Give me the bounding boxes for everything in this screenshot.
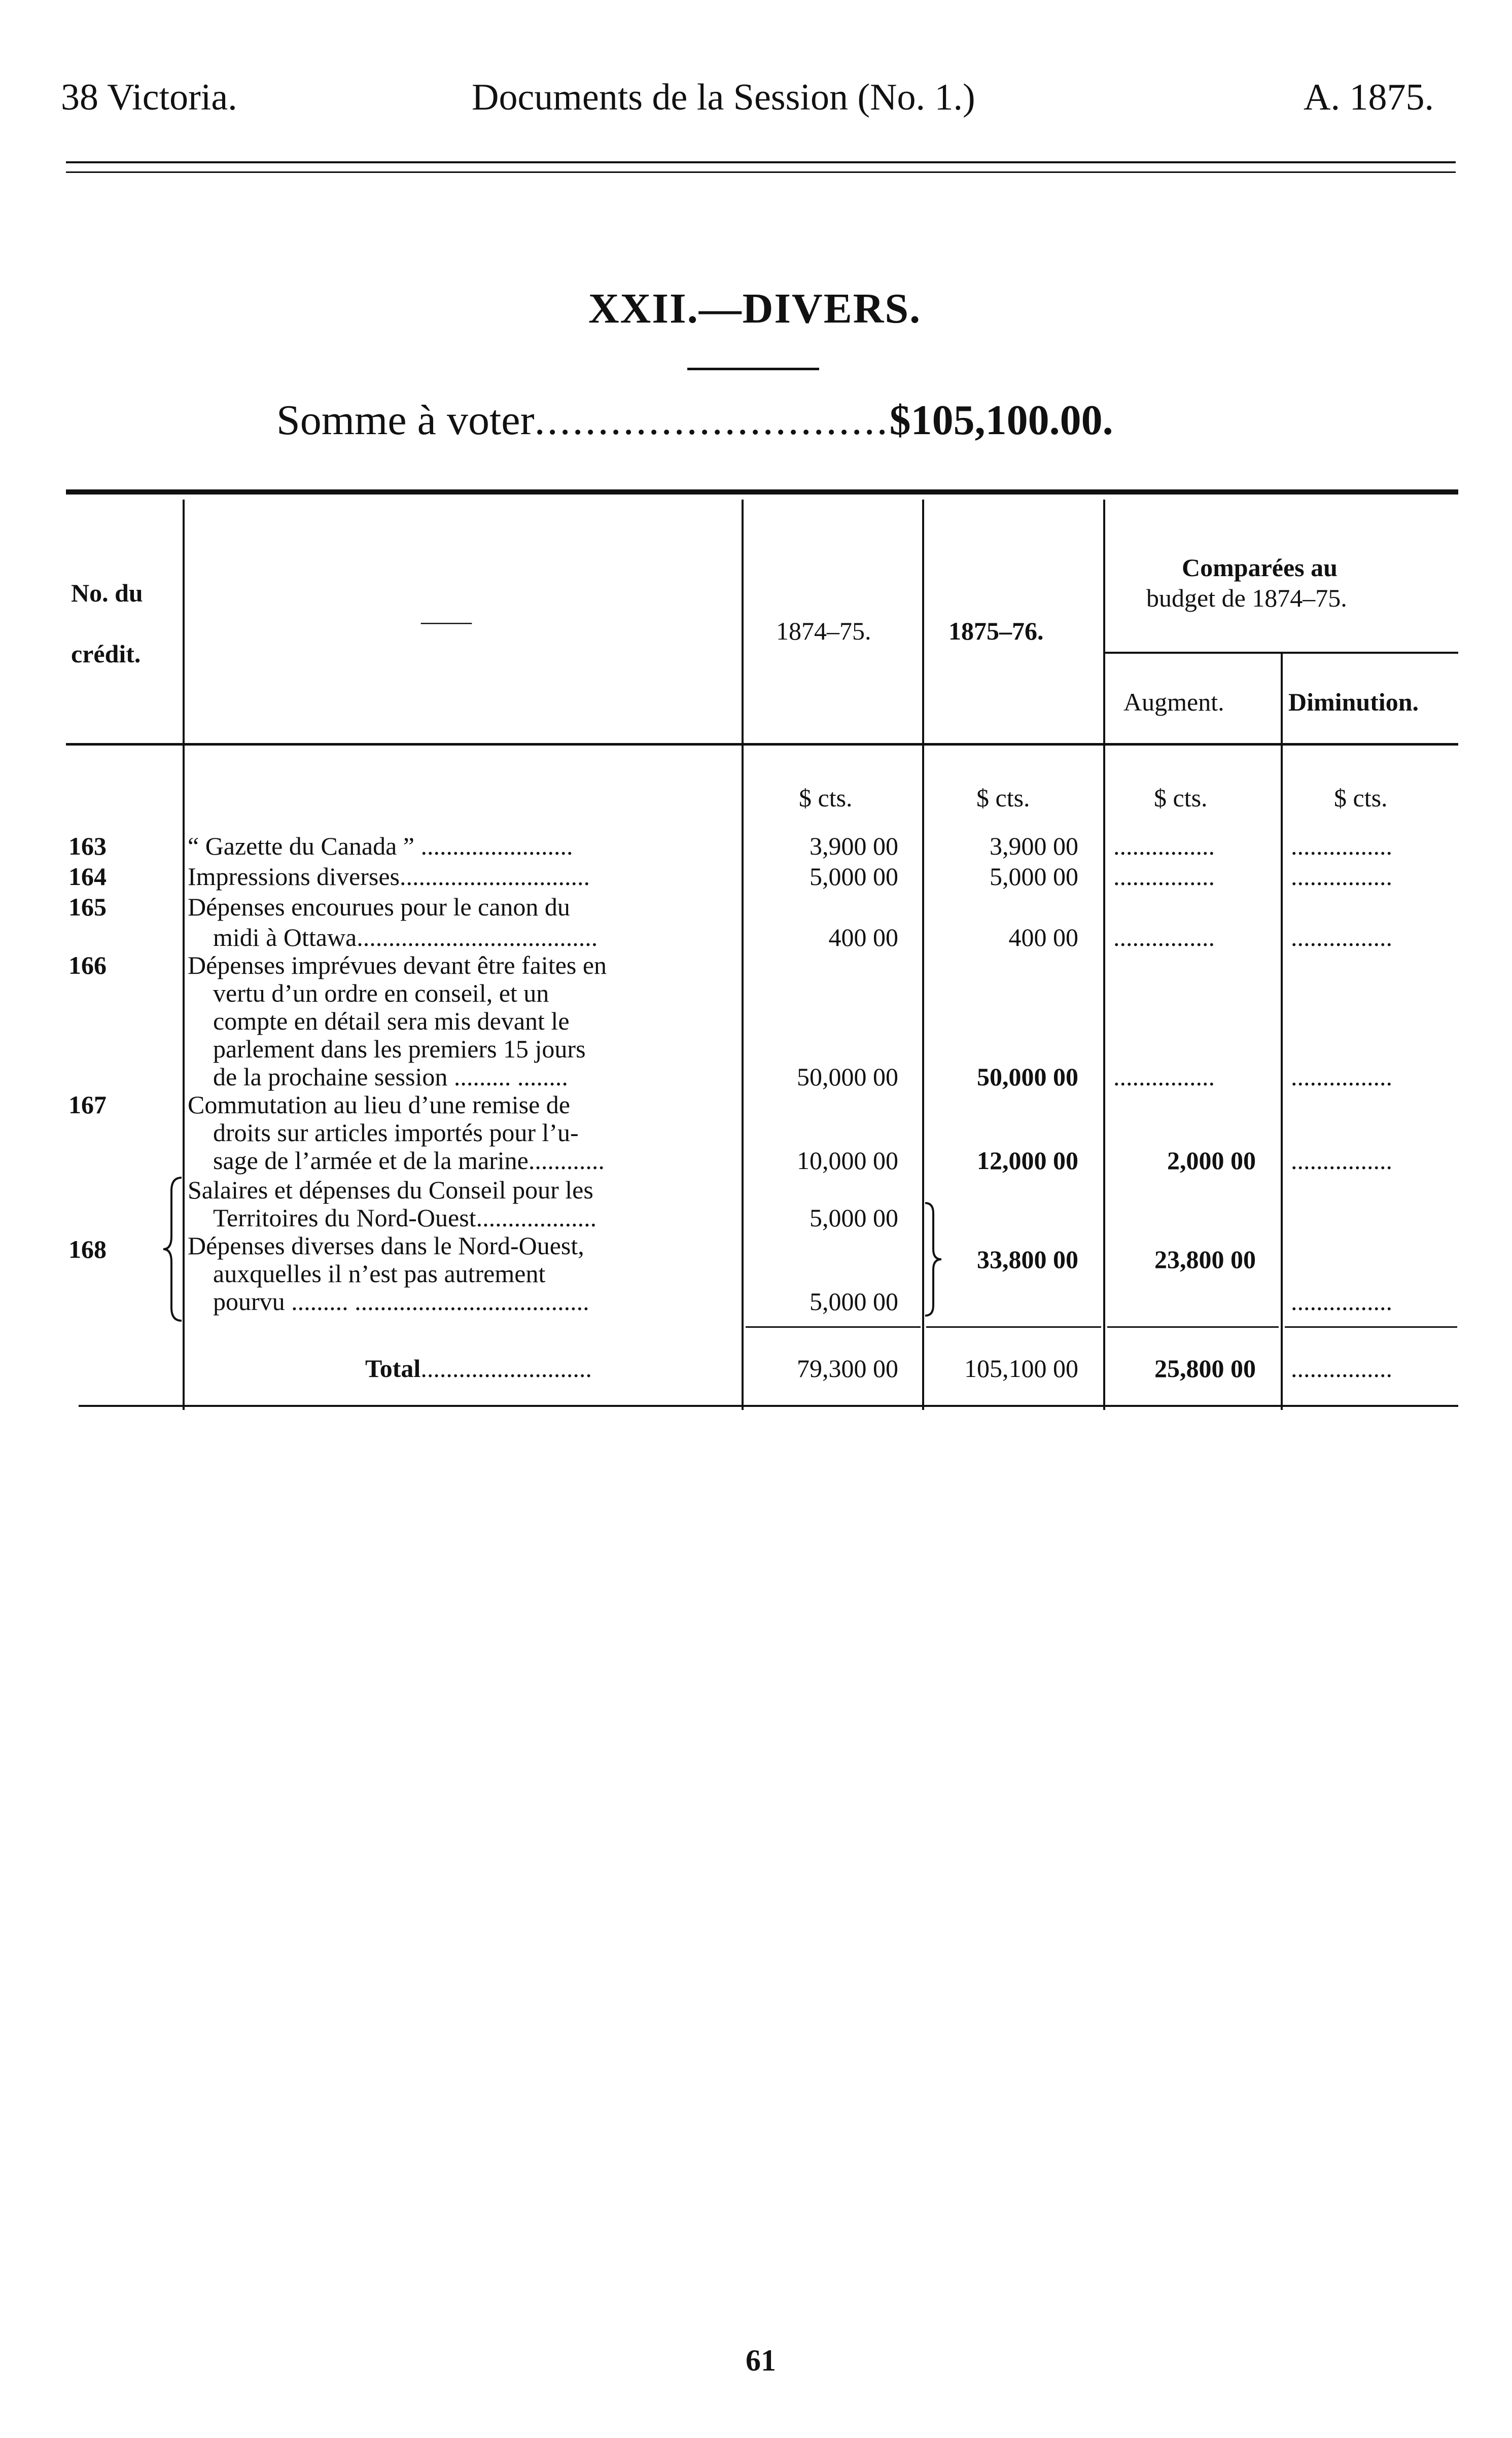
col-diminution: Diminution. — [1288, 688, 1419, 716]
row-167-no: 167 — [68, 1090, 107, 1119]
row-163-dim: ................ — [1291, 832, 1392, 860]
vrule-aug — [1103, 500, 1105, 1410]
col-desc-dash: —— — [421, 607, 472, 635]
row-164-y1: 5,000 00 — [810, 862, 898, 891]
section-title: XXII.—DIVERS. — [588, 285, 922, 332]
row-166-no: 166 — [68, 951, 107, 979]
units-aug: $ cts. — [1154, 784, 1208, 812]
row-166-desc-2: vertu d’un ordre en conseil, et un — [213, 979, 549, 1007]
row-168-dim: ................ — [1291, 1287, 1392, 1316]
compare-line1: Comparées au — [1182, 553, 1338, 582]
page-number: 61 — [746, 2344, 776, 2377]
row-165-no: 165 — [68, 893, 107, 921]
row-163-no: 163 — [68, 832, 107, 860]
row-166-y2: 50,000 00 — [977, 1063, 1078, 1091]
header-right: A. 1875. — [1304, 77, 1434, 118]
col-no-line1: No. du — [71, 579, 143, 607]
col-y2: 1875–76. — [948, 617, 1044, 645]
row-166-desc-3: compte en détail sera mis devant le — [213, 1007, 570, 1035]
row-167-dim: ................ — [1291, 1146, 1392, 1175]
row-168b-desc-2: auxquelles il n’est pas autrement — [213, 1259, 546, 1288]
row-168b-desc-1: Dépenses diverses dans le Nord-Ouest, — [188, 1231, 584, 1260]
row-166-desc-4: parlement dans les premiers 15 jours — [213, 1035, 586, 1063]
row-165-dim: ................ — [1291, 923, 1392, 951]
somme-value: $105,100.00. — [889, 397, 1113, 444]
units-dim: $ cts. — [1334, 784, 1388, 812]
vrule-y1 — [742, 500, 744, 1410]
table-header-rule — [66, 743, 1458, 746]
row-163-y2: 3,900 00 — [990, 832, 1078, 860]
row-166-dim: ................ — [1291, 1063, 1392, 1091]
vrule-dim — [1281, 652, 1283, 1410]
total-dim: ................ — [1291, 1354, 1392, 1383]
row-164-dim: ................ — [1291, 862, 1392, 891]
row-164-aug: ................ — [1113, 862, 1215, 891]
row-168-right-brace — [923, 1201, 943, 1318]
row-164-y2: 5,000 00 — [990, 862, 1078, 891]
row-168a-y1: 5,000 00 — [810, 1204, 898, 1232]
row-168a-desc-1: Salaires et dépenses du Conseil pour les — [188, 1176, 593, 1204]
row-168a-desc-2: Territoires du Nord-Ouest................... — [213, 1204, 597, 1232]
row-168-no: 168 — [68, 1235, 107, 1263]
row-163-y1: 3,900 00 — [810, 832, 898, 860]
somme-dots: ............................ — [534, 397, 890, 444]
header-rule-2 — [66, 171, 1456, 173]
total-rule-aug — [1107, 1326, 1279, 1328]
row-167-desc-1: Commutation au lieu d’une remise de — [188, 1090, 570, 1119]
row-165-aug: ................ — [1113, 923, 1215, 951]
row-167-desc-2: droits sur articles importés pour l’u- — [213, 1118, 579, 1147]
col-no-line2: crédit. — [71, 640, 141, 668]
row-163-desc: “ Gazette du Canada ” ........................ — [188, 832, 573, 860]
total-rule-y1 — [746, 1326, 921, 1328]
compare-rule — [1103, 652, 1458, 654]
row-167-y2: 12,000 00 — [977, 1146, 1078, 1175]
row-168-left-brace — [161, 1176, 184, 1323]
row-166-y1: 50,000 00 — [797, 1063, 898, 1091]
row-164-no: 164 — [68, 862, 107, 891]
header-left: 38 Victoria. — [61, 77, 237, 118]
row-167-desc-3: sage de l’armée et de la marine............ — [213, 1146, 605, 1175]
header-center: Documents de la Session (No. 1.) — [472, 77, 975, 118]
units-y1: $ cts. — [799, 784, 853, 812]
compare-line2: budget de 1874–75. — [1146, 584, 1347, 612]
col-y1: 1874–75. — [776, 617, 871, 645]
col-augment: Augment. — [1123, 688, 1224, 716]
total-rule-y2 — [926, 1326, 1101, 1328]
row-165-desc-2: midi à Ottawa...................................... — [213, 923, 598, 951]
row-165-desc-1: Dépenses encourues pour le canon du — [188, 893, 570, 921]
row-168-y2: 33,800 00 — [977, 1245, 1078, 1274]
row-165-y2: 400 00 — [1008, 923, 1078, 951]
total-aug: 25,800 00 — [1154, 1354, 1256, 1383]
row-165-y1: 400 00 — [828, 923, 898, 951]
row-168b-desc-3: pourvu ......... ..................................... — [213, 1287, 589, 1316]
total-rule-dim — [1285, 1326, 1457, 1328]
row-164-desc: Impressions diverses.............................. — [188, 862, 590, 891]
row-167-y1: 10,000 00 — [797, 1146, 898, 1175]
total-y2: 105,100 00 — [964, 1354, 1078, 1383]
row-166-desc-1: Dépenses imprévues devant être faites en — [188, 951, 607, 979]
total-label-line — [365, 1354, 592, 1383]
table-bottom-rule — [79, 1405, 1458, 1407]
total-dots: ........................... — [420, 1354, 592, 1383]
header-rule-1 — [66, 161, 1456, 163]
row-168-aug: 23,800 00 — [1154, 1245, 1256, 1274]
total-y1: 79,300 00 — [797, 1354, 898, 1383]
units-y2: $ cts. — [976, 784, 1030, 812]
somme-line — [276, 396, 1113, 445]
row-166-desc-5: de la prochaine session ......... ........ — [213, 1063, 568, 1091]
table-top-rule — [66, 489, 1458, 494]
row-166-aug: ................ — [1113, 1063, 1215, 1091]
row-168b-y1: 5,000 00 — [810, 1287, 898, 1316]
row-167-aug: 2,000 00 — [1167, 1146, 1256, 1175]
somme-label: Somme à voter — [276, 397, 535, 444]
total-label: Total — [365, 1354, 421, 1383]
row-163-aug: ................ — [1113, 832, 1215, 860]
title-underline — [687, 368, 819, 370]
